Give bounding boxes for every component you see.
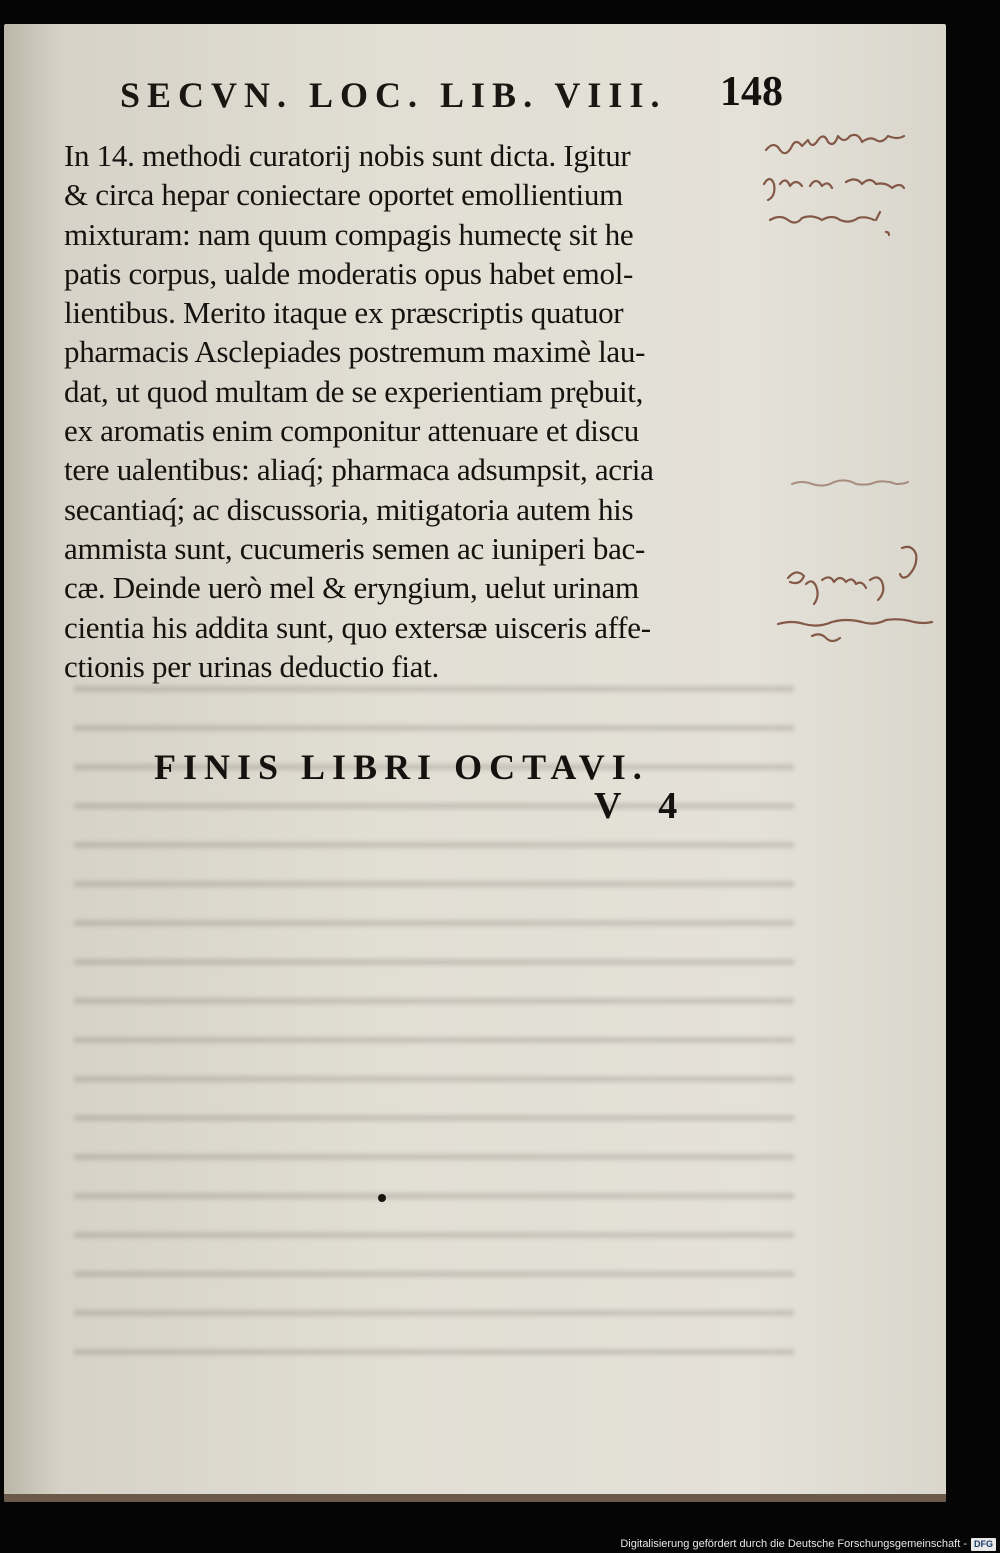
text-line: & circa hepar coniectare oportet emollientium: [64, 177, 623, 213]
page-edge: [4, 1494, 946, 1502]
text-line: pharmacis Asclepiades postremum maximè lau-: [64, 334, 646, 370]
book-page: [4, 24, 946, 1502]
text-line: secantiaq́; ac discussoria, mitigatoria autem his: [64, 491, 634, 527]
body-text: [64, 136, 754, 686]
text-line: tere ualentibus: aliaq́; pharmaca adsumpsit, acria: [64, 452, 654, 488]
ink-speck: [378, 1194, 386, 1202]
text-line: ctionis per urinas deductio fiat.: [64, 648, 439, 684]
folio-number: 148: [720, 69, 783, 115]
text-line: lientibus. Merito itaque ex præscriptis quatuor: [64, 295, 624, 331]
text-line: patis corpus, ualde moderatis opus habet emol-: [64, 255, 634, 291]
digitization-credit: [590, 1536, 996, 1552]
text-line: cæ. Deinde uerò mel & eryngium, uelut urinam: [64, 570, 639, 606]
dfg-logo: DFG: [971, 1538, 996, 1551]
text-line: cientia his addita sunt, quo extersæ uisceris affe-: [64, 609, 651, 645]
text-line: mixturam: nam quum compagis humectę sit he: [64, 216, 634, 252]
text-line: ammista sunt, cucumeris semen ac iuniperi bac-: [64, 530, 646, 566]
text-line: dat, ut quod multam de se experientiam prębuit,: [64, 373, 644, 409]
signature-mark: V 4: [594, 785, 692, 827]
handwritten-marginalia: [756, 124, 946, 684]
book-explicit: FINIS LIBRI OCTAVI.: [154, 747, 649, 787]
running-head: SECVN. LOC. LIB. VIII.: [120, 75, 667, 115]
credit-text: Digitalisierung gefördert durch die Deutsche Forschungsgemeinschaft -: [620, 1538, 967, 1550]
text-line: ex aromatis enim componitur attenuare et discu: [64, 413, 640, 449]
text-line: In 14. methodi curatorij nobis sunt dicta. Igitur: [64, 138, 631, 173]
